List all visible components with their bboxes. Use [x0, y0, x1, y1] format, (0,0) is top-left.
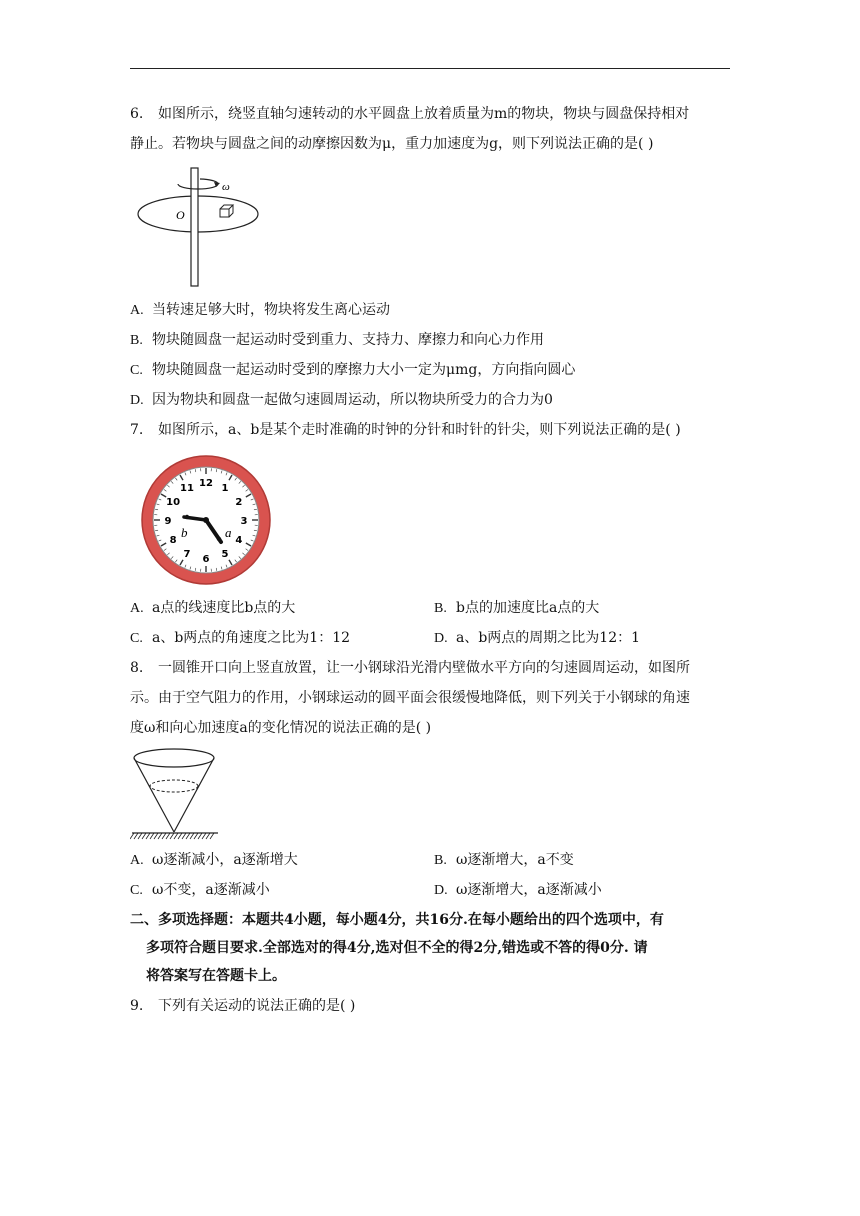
q6-option-c: C. 物块随圆盘一起运动时受到的摩擦力大小一定为μmg，方向指向圆心 — [130, 362, 576, 378]
q7-options-row1 — [130, 598, 730, 619]
q8-cone-figure — [130, 746, 220, 842]
q7-clock-numeral: 9 — [164, 516, 172, 527]
q8-stem-line1: 8. 一圆锥开口向上竖直放置，让一小钢球沿光滑内壁做水平方向的匀速圆周运动，如图所 — [130, 660, 690, 676]
q6-stem-line1: 6. 如图所示，绕竖直轴匀速转动的水平圆盘上放着质量为m的物块，物块与圆盘保持相对 — [130, 106, 690, 122]
q6-rotating-disk-figure — [130, 164, 270, 288]
q6-option-d: D. 因为物块和圆盘一起做匀速圆周运动，所以物块所受力的合力为0 — [130, 392, 553, 408]
q7-clock-numeral: 12 — [199, 478, 213, 489]
q9-number: 9. — [130, 998, 144, 1014]
q6-omega-label: ω — [222, 181, 230, 193]
q7-clock-numeral: 6 — [202, 554, 210, 565]
q7-options-row2 — [130, 628, 730, 649]
q6-axis — [191, 168, 198, 286]
q7-label-a: a — [225, 525, 232, 540]
header-rule — [130, 68, 730, 69]
q7-clock-figure — [140, 454, 272, 586]
q8-hatch-mark — [210, 833, 214, 839]
q7-option-b: B. b点的加速度比a点的大 — [434, 600, 600, 616]
q7-point-b — [185, 515, 189, 519]
q8-hatch-mark — [134, 833, 138, 839]
q8-hatch-mark — [142, 833, 146, 839]
q7-clock-numeral: 3 — [240, 516, 248, 527]
q8-stem-line2: 示。由于空气阻力的作用，小钢球运动的圆平面会很缓慢地降低，则下列关于小钢球的角速 — [130, 690, 690, 706]
q8-hatch-mark — [130, 833, 134, 839]
q8-hatch-mark — [166, 833, 170, 839]
q7-clock-numeral: 10 — [166, 497, 181, 508]
q8-hatch-mark — [170, 833, 174, 839]
q8-hatch-mark — [186, 833, 190, 839]
q7-clock-numeral: 11 — [180, 483, 194, 495]
q7-option-a: A. a点的线速度比b点的大 — [130, 600, 296, 616]
q8-stem-line3: 度ω和向心加速度a的变化情况的说法正确的是( ) — [130, 720, 432, 736]
q8-ground-hatch — [130, 833, 214, 839]
q8-hatch-mark — [202, 833, 206, 839]
q8-hatch-mark — [190, 833, 194, 839]
q6-block-icon — [220, 205, 233, 217]
q8-hatch-mark — [162, 833, 166, 839]
q8-option-c: C. ω不变，a逐渐减小 — [130, 882, 270, 898]
q8-hatch-mark — [178, 833, 182, 839]
q8-option-d: D. ω逐渐增大，a逐渐减小 — [434, 882, 602, 898]
q8-hatch-mark — [198, 833, 202, 839]
q7-stem: 7. 如图所示，a、b是某个走时准确的时钟的分针和时针的针尖，则下列说法正确的是( ) — [130, 422, 681, 438]
q7-option-d: D. a、b两点的周期之比为12：1 — [434, 630, 641, 646]
q6-option-a: A. 当转速足够大时，物块将发生离心运动 — [130, 302, 390, 318]
q7-clock-numeral: 1 — [221, 483, 229, 495]
q8-hatch-mark — [158, 833, 162, 839]
q8-number: 8. — [130, 660, 144, 676]
section2-heading-line3: 将答案写在答题卡上。 — [146, 968, 286, 984]
q8-options-row2 — [130, 880, 730, 901]
q8-hatch-mark — [206, 833, 210, 839]
q8-ball-orbit — [150, 780, 198, 792]
q7-clock-numeral: 5 — [221, 548, 229, 560]
q6-number: 6. — [130, 106, 144, 122]
q7-clock-numeral: 7 — [183, 548, 191, 560]
q8-hatch-mark — [150, 833, 154, 839]
q6-option-b: B. 物块随圆盘一起运动时受到重力、支持力、摩擦力和向心力作用 — [130, 332, 544, 348]
q7-clock-numeral: 4 — [235, 535, 243, 546]
q6-center-label: O — [176, 208, 185, 222]
section2-heading-line1: 二、多项选择题：本题共4小题，每小题4分，共16分.在每小题给出的四个选项中，有 — [130, 912, 664, 928]
q7-option-c: C. a、b两点的角速度之比为1：12 — [130, 630, 351, 646]
q8-hatch-mark — [146, 833, 150, 839]
q8-hatch-mark — [182, 833, 186, 839]
q8-hatch-mark — [194, 833, 198, 839]
q8-option-a: A. ω逐渐减小，a逐渐增大 — [130, 852, 298, 868]
q7-clock-numeral: 8 — [169, 535, 177, 546]
q9-stem: 9. 下列有关运动的说法正确的是( ) — [130, 998, 356, 1014]
q7-label-b: b — [181, 525, 188, 540]
q7-number: 7. — [130, 422, 144, 438]
section2-heading-line2: 多项符合题目要求.全部选对的得4分,选对但不全的得2分,错选或不答的得0分. 请 — [146, 940, 648, 956]
q6-stem-line2: 静止。若物块与圆盘之间的动摩擦因数为μ，重力加速度为g，则下列说法正确的是( ) — [130, 136, 654, 152]
q8-hatch-mark — [174, 833, 178, 839]
q8-hatch-mark — [154, 833, 158, 839]
q8-option-b: B. ω逐渐增大，a不变 — [434, 852, 574, 868]
q7-point-a — [217, 537, 221, 541]
q7-clock-numeral: 2 — [235, 497, 243, 508]
q8-hatch-mark — [138, 833, 142, 839]
q8-options-row1 — [130, 850, 730, 871]
